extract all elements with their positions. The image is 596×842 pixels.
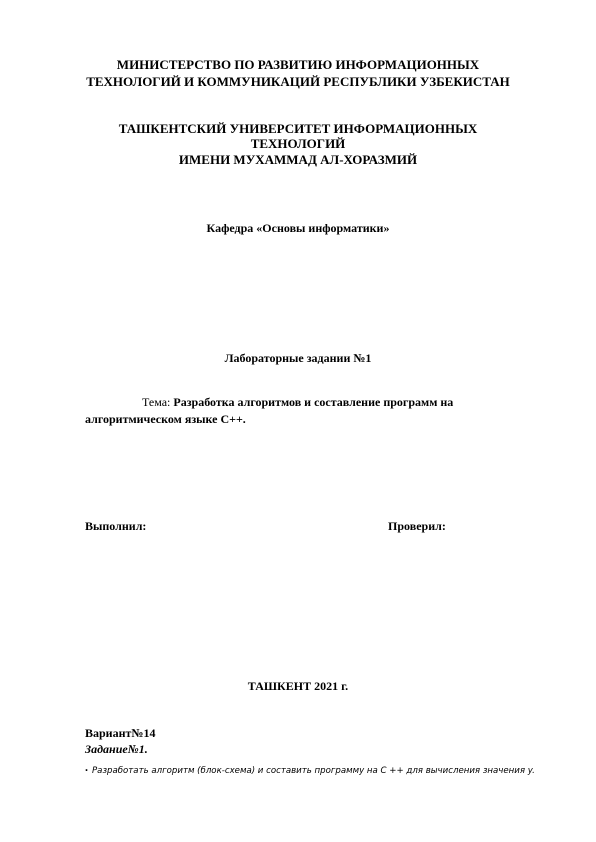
variant-label: Вариант№14 bbox=[85, 726, 156, 740]
topic-text-1: Разработка алгоритмов и составление программ на bbox=[173, 395, 454, 409]
lab-title: Лабораторные задании №1 bbox=[224, 351, 372, 365]
list-bullet: . bbox=[85, 760, 88, 774]
university-line-2: ТЕХНОЛОГИЙ bbox=[250, 136, 346, 151]
university-line-1: ТАШКЕНТСКИЙ УНИВЕРСИТЕТ ИНФОРМАЦИОННЫХ bbox=[118, 121, 478, 136]
task-number: Задание№1. bbox=[85, 742, 148, 756]
city-year: ТАШКЕНТ 2021 г. bbox=[247, 679, 349, 693]
task-description: Разработать алгоритм (блок-схема) и составить программу на С ++ для вычисления значения y. bbox=[92, 766, 535, 776]
department-title: Кафедра «Основы информатики» bbox=[206, 221, 390, 235]
ministry-line-1: МИНИСТЕРСТВО ПО РАЗВИТИЮ ИНФОРМАЦИОННЫХ bbox=[116, 57, 480, 72]
topic-line-1 bbox=[142, 395, 453, 410]
topic-label: Тема: bbox=[142, 395, 174, 409]
checked-label: Проверил: bbox=[388, 519, 446, 533]
task-description-line bbox=[85, 760, 535, 778]
performed-label: Выполнил: bbox=[85, 519, 147, 533]
topic-line-2: алгоритмическом языке С++. bbox=[85, 412, 246, 426]
university-line-3: ИМЕНИ МУХАММАД АЛ-ХОРАЗМИЙ bbox=[178, 152, 418, 167]
ministry-line-2: ТЕХНОЛОГИЙ И КОММУНИКАЦИЙ РЕСПУБЛИКИ УЗБЕКИСТАН bbox=[86, 74, 510, 89]
